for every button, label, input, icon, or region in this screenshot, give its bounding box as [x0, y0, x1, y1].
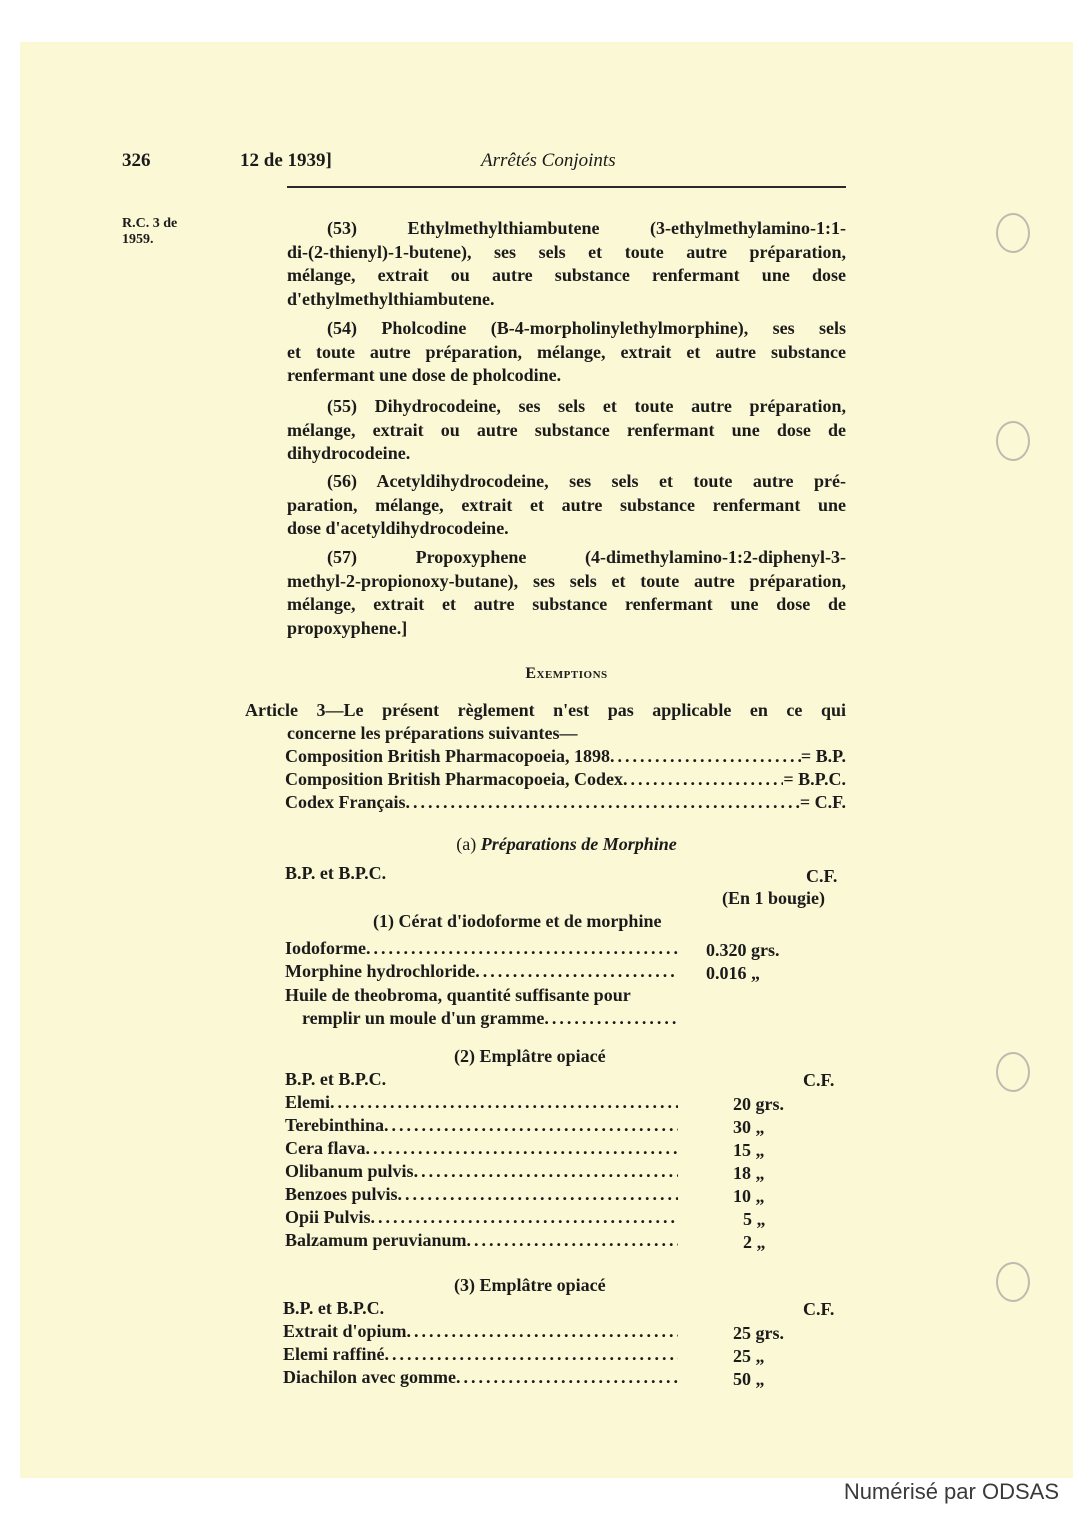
ingredient-qty: 0.320 grs. [706, 940, 780, 960]
running-title: Arrêtés Conjoints [481, 150, 616, 171]
ingredient-row: Diachilon avec gomme ..... [283, 1366, 678, 1389]
paragraph-55: (55) Dihydrocodeine, ses sels et toute autre préparation, mélange, extrait ou autre substance renfermant une dose de dihydrocodeine. [287, 396, 846, 463]
section-a-title: (a) Préparations de Morphine [456, 834, 677, 854]
binder-hole [996, 421, 1030, 461]
ingredient-qty: 18 „ [733, 1163, 765, 1183]
article-3-continuation: concerne les préparations suivantes— [287, 723, 578, 743]
column-right-label: C.F. [806, 866, 838, 886]
abbrev-row: Composition British Pharmacopoeia, 1898 ..... = B.P. [285, 745, 846, 768]
ingredient-row: Balzamum peruvianum ..... [285, 1229, 678, 1252]
digitization-credit: Numérisé par ODSAS [843, 1479, 1059, 1504]
binder-hole [996, 1262, 1030, 1302]
year-reference: 12 de 1939] [240, 150, 332, 171]
prep-3-title: (3) Emplâtre opiacé [454, 1275, 606, 1295]
header-rule [287, 186, 846, 188]
ingredient-qty: 25 „ [733, 1346, 765, 1366]
paragraph-57: (57) Propoxyphene (4-dimethylamino-1:2-diphenyl-3- methyl-2-propionoxy-butane), ses sels et toute autre préparation, mélange, extrait et autre substance renfermant une dose de propoxyphene.] [287, 547, 846, 638]
paragraph-56: (56) Acetyldihydrocodeine, ses sels et toute autre pré- paration, mélange, extrait et autre substance renfermant une dose d'acetyldihydrocodeine. [287, 471, 846, 538]
binder-hole [996, 1052, 1030, 1092]
ingredient-note: remplir un moule d'un gramme ..... [302, 1007, 678, 1030]
ingredient-row: Elemi raffiné ..... [283, 1343, 678, 1366]
ingredient-qty: 50 „ [733, 1369, 765, 1389]
ingredient-qty: 30 „ [733, 1117, 765, 1137]
paragraph-53: (53) Ethylmethylthiambutene (3-ethylmethylamino-1:1- di-(2-thienyl)-1-butene), ses sels et toute autre préparation, mélange, extrait ou autre substance renfermant une dose d'ethylmethylthiambutene. [287, 218, 846, 309]
column-left-label: B.P. et B.P.C. [285, 1069, 387, 1089]
ingredient-row: Extrait d'opium ..... [283, 1320, 678, 1343]
bougie-note: (En 1 bougie) [722, 888, 826, 908]
page-number: 326 [122, 150, 151, 171]
ingredient-row: Olibanum pulvis ..... [285, 1160, 678, 1183]
column-right-label: C.F. [803, 1299, 835, 1319]
paragraph-54: (54) Pholcodine (B-4-morpholinylethylmorphine), ses sels et toute autre préparation, mélange, extrait et autre substance renfermant une dose de pholcodine. [287, 318, 846, 385]
column-left-label: B.P. et B.P.C. [283, 1298, 385, 1318]
ingredient-qty: 0.016 „ [706, 963, 760, 983]
ingredient-row: Terebinthina ..... [285, 1114, 678, 1137]
ingredient-row: Cera flava ..... [285, 1137, 678, 1160]
ingredient-row: Benzoes pulvis ..... [285, 1183, 678, 1206]
prep-2-title: (2) Emplâtre opiacé [454, 1046, 606, 1066]
ingredient-qty: 10 „ [733, 1186, 765, 1206]
ingredient-row: Iodoforme ..... [285, 937, 678, 960]
column-right-label: C.F. [803, 1070, 835, 1090]
ingredient-note: Huile de theobroma, quantité suffisante pour [285, 985, 631, 1005]
ingredient-qty: 5 „ [743, 1209, 766, 1229]
ingredient-qty: 25 grs. [733, 1323, 784, 1343]
margin-note: R.C. 3 de 1959. [122, 216, 178, 247]
ingredient-row: Opii Pulvis ..... [285, 1206, 678, 1229]
prep-1-title: (1) Cérat d'iodoforme et de morphine [373, 911, 662, 931]
abbrev-row: Codex Français ..... = C.F. [285, 791, 846, 814]
exemptions-heading: Exemptions [525, 665, 608, 682]
ingredient-row: Morphine hydrochloride ..... [285, 960, 678, 983]
ingredient-row: Elemi ..... [285, 1091, 678, 1114]
abbrev-row: Composition British Pharmacopoeia, Codex ..... = B.P.C. [285, 768, 846, 791]
ingredient-qty: 20 grs. [733, 1094, 784, 1114]
ingredient-qty: 2 „ [743, 1232, 766, 1252]
ingredient-qty: 15 „ [733, 1140, 765, 1160]
binder-hole [996, 213, 1030, 253]
article-3: Article 3—Le présent règlement n'est pas applicable en ce qui [245, 700, 846, 720]
column-left-label: B.P. et B.P.C. [285, 863, 387, 883]
